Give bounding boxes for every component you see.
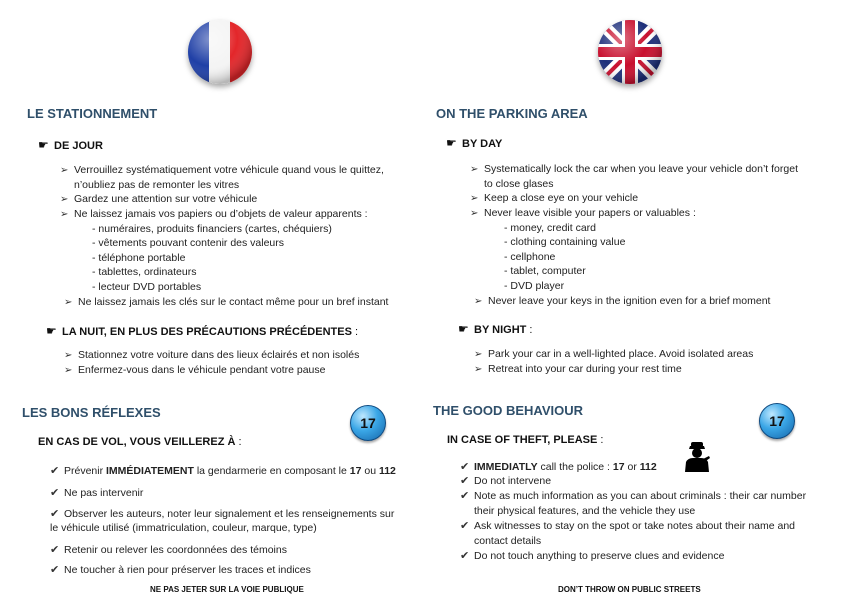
en-theft-item: ✔ IMMEDIATLY call the police : 17 or 112 (460, 461, 657, 473)
fr-valuable-item: - tablettes, ordinateurs (92, 266, 197, 278)
en-valuable-item: - money, credit card (504, 222, 597, 234)
en-day-item-cont: to close glases (484, 178, 554, 190)
check-icon: ✔ (50, 465, 60, 477)
en-day-label: ☛ BY DAY (446, 136, 503, 150)
fr-day-item: ➢ Gardez une attention sur votre véhicule (60, 192, 257, 208)
pointing-hand-icon: ☛ (46, 324, 57, 338)
en-theft-label: IN CASE OF THEFT, PLEASE : (447, 434, 604, 446)
fr-night-item: ➢ Stationnez votre voiture dans des lieux éclairés et non isolés (64, 348, 359, 364)
en-theft-item: ✔ Ask witnesses to stay on the spot or take notes about their name and (460, 520, 796, 532)
en-valuable-item: - tablet, computer (504, 265, 586, 277)
arrow-bullet-icon: ➢ (474, 349, 483, 360)
fr-reflexes-heading: LES BONS RÉFLEXES (22, 405, 161, 420)
emergency-17-badge-icon: 17 (350, 405, 386, 441)
uk-flag-icon (598, 20, 662, 84)
pointing-hand-icon: ☛ (458, 322, 469, 336)
en-keys-item: ➢ Never leave your keys in the ignition even for a brief moment (474, 294, 770, 310)
fr-day-item: ➢ Ne laissez jamais vos papiers ou d’objets de valeur apparents : (60, 207, 368, 223)
en-valuable-item: - DVD player (504, 280, 565, 292)
arrow-bullet-icon: ➢ (470, 193, 479, 204)
en-day-item: ➢ Systematically lock the car when you leave your vehicle don’t forget (470, 162, 798, 178)
en-parking-heading: ON THE PARKING AREA (436, 106, 588, 121)
en-behaviour-heading: THE GOOD BEHAVIOUR (433, 403, 583, 418)
fr-theft-item: ✔ Prévenir IMMÉDIATEMENT la gendarmerie en composant le 17 ou 112 (50, 465, 396, 477)
arrow-bullet-icon: ➢ (64, 365, 73, 376)
arrow-bullet-icon: ➢ (64, 350, 73, 361)
arrow-bullet-icon: ➢ (60, 165, 69, 176)
arrow-bullet-icon: ➢ (60, 194, 69, 205)
en-valuable-item: - cellphone (504, 251, 556, 263)
fr-keys-item: ➢ Ne laissez jamais les clés sur le contact même pour un bref instant (64, 295, 388, 311)
en-footer: DON’T THROW ON PUBLIC STREETS (558, 585, 701, 594)
fr-theft-item: ✔ Ne toucher à rien pour préserver les traces et indices (50, 564, 311, 576)
police-officer-icon (682, 440, 712, 477)
check-icon: ✔ (50, 564, 60, 576)
fr-footer: NE PAS JETER SUR LA VOIE PUBLIQUE (150, 585, 304, 594)
fr-day-label: ☛ DE JOUR (38, 138, 103, 152)
en-night-item: ➢ Park your car in a well-lighted place. Avoid isolated areas (474, 347, 753, 363)
en-theft-item: ✔ Note as much information as you can about criminals : their car number (460, 490, 807, 502)
en-day-item: ➢ Never leave visible your papers or valuables : (470, 206, 696, 222)
fr-valuable-item: - vêtements pouvant contenir des valeurs (92, 237, 285, 249)
en-theft-item: ✔ Do not intervene (460, 475, 552, 487)
fr-theft-item: ✔ Observer les auteurs, noter leur signalement et les renseignements sur (50, 508, 395, 520)
fr-valuable-item: - téléphone portable (92, 252, 186, 264)
fr-night-label: ☛ LA NUIT, EN PLUS DES PRÉCAUTIONS PRÉCÉDENTES : (46, 324, 359, 338)
emergency-17-badge-icon: 17 (759, 403, 795, 439)
pointing-hand-icon: ☛ (446, 136, 457, 150)
en-theft-item-cont: their physical features, and the vehicle they use (474, 505, 696, 517)
check-icon: ✔ (460, 520, 470, 532)
fr-night-item: ➢ Enfermez-vous dans le véhicule pendant votre pause (64, 363, 325, 379)
en-theft-item: ✔ Do not touch anything to preserve clues and evidence (460, 550, 725, 562)
en-valuable-item: - clothing containing value (504, 236, 626, 248)
fr-valuable-item: - lecteur DVD portables (92, 281, 202, 293)
arrow-bullet-icon: ➢ (470, 164, 479, 175)
check-icon: ✔ (460, 550, 470, 562)
arrow-bullet-icon: ➢ (60, 209, 69, 220)
fr-day-item-cont: n’oubliez pas de remonter les vitres (74, 179, 240, 191)
en-night-item: ➢ Retreat into your car during your rest time (474, 362, 682, 378)
france-flag-icon (188, 20, 252, 84)
check-icon: ✔ (460, 475, 470, 487)
fr-parking-heading: LE STATIONNEMENT (27, 106, 158, 121)
fr-theft-label: EN CAS DE VOL, VOUS VEILLEREZ À : (38, 436, 242, 448)
fr-day-item: ➢ Verrouillez systématiquement votre véhicule quand vous le quittez, (60, 163, 384, 179)
en-theft-item-cont: contact details (474, 535, 542, 547)
check-icon: ✔ (460, 461, 470, 473)
en-night-label: ☛ BY NIGHT : (458, 322, 533, 336)
fr-theft-item-cont: le véhicule utilisé (immatriculation, couleur, marque, type) (50, 522, 317, 534)
check-icon: ✔ (50, 544, 60, 556)
fr-theft-item: ✔ Retenir ou relever les coordonnées des témoins (50, 544, 287, 556)
en-day-item: ➢ Keep a close eye on your vehicle (470, 191, 638, 207)
check-icon: ✔ (50, 508, 60, 520)
arrow-bullet-icon: ➢ (474, 296, 483, 307)
fr-valuable-item: - numéraires, produits financiers (cartes, chéquiers) (92, 223, 332, 235)
check-icon: ✔ (460, 490, 470, 502)
arrow-bullet-icon: ➢ (470, 208, 479, 219)
arrow-bullet-icon: ➢ (64, 297, 73, 308)
pointing-hand-icon: ☛ (38, 138, 49, 152)
arrow-bullet-icon: ➢ (474, 364, 483, 375)
fr-theft-item: ✔ Ne pas intervenir (50, 487, 144, 499)
check-icon: ✔ (50, 487, 60, 499)
